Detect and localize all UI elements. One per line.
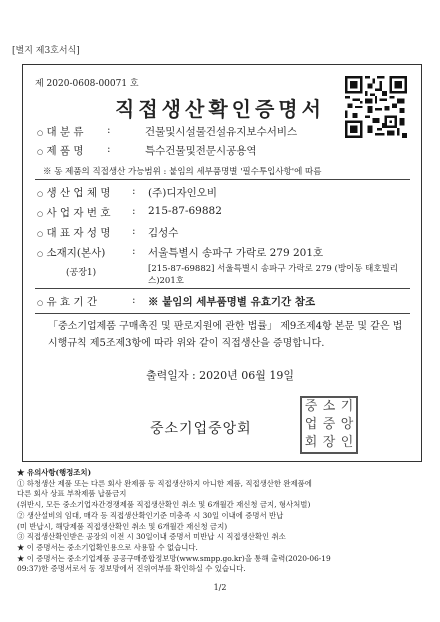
note-line: 09:37)한 증명서로서 동 정보망에서 진위여부를 확인하실 수 있습니다. xyxy=(17,564,246,574)
note-line: ① 하청생산 제품 또는 다른 회사 완제품 등 직접생산하지 아니한 제품, 직접생산한 완제품에 xyxy=(17,478,312,488)
company-name-value: (주)디자인오비 xyxy=(148,187,218,199)
official-seal: 중 소 기 업 중 앙 회 장 인 xyxy=(300,396,358,454)
notes-heading: ★ 유의사항(행정조치) xyxy=(17,468,92,477)
divider xyxy=(35,179,410,180)
factory-label: (공장1) xyxy=(66,268,97,278)
note-line: (미 반납시, 해당제품 직접생산확인 취소 및 6개월간 재신청 금지) xyxy=(17,521,228,531)
notes-section xyxy=(17,468,435,575)
address-row: ○ 소재지(본사) : 서울특별시 송파구 가락로 279 201호 xyxy=(37,245,324,259)
validity-value: ※ 붙임의 세부품명별 유효기간 참조 xyxy=(148,296,316,308)
category-row: ○ 대 분 류 : 건물및시설물건설유지보수서비스 xyxy=(37,124,298,138)
divider xyxy=(35,288,410,289)
issue-date: 출력일자 : 2020년 06월 19일 xyxy=(145,369,295,382)
note-line: ③ 직접생산확인받은 공장의 이전 시 30일이내 증명서 미반납 시 직접생산확인 취소 xyxy=(17,532,286,542)
validity-row: ○ 유 효 기 간 : ※ 붙임의 세부품명별 유효기간 참조 xyxy=(37,294,316,308)
note-line: ② 생산설비의 임대, 매각 등 직접생산확인기준 미충족 시 30일 이내에 증명서 반납 xyxy=(17,510,284,520)
product-value: 특수건물및전문시공용역 xyxy=(145,145,257,157)
note-line: ★ 이 증명서는 중소기업제품 공공구매종합정보망(www.smpp.go.kr)을 통해 출력(2020-06-19 xyxy=(17,553,331,563)
address-value: 서울특별시 송파구 가락로 279 201호 xyxy=(148,247,324,259)
note-line: 다른 회사 상표 부착제품 납품금지 xyxy=(17,489,127,499)
company-name-row: ○ 생 산 업 체 명 : (주)디자인오비 xyxy=(37,185,218,199)
note-line: ★ 이 증명서는 중소기업확인용으로 사용할 수 없습니다. xyxy=(17,542,198,552)
issuing-organization: 중소기업중앙회 xyxy=(150,421,252,437)
business-number-value: 215-87-69882 xyxy=(148,205,222,217)
category-value: 건물및시설물건설유지보수서비스 xyxy=(145,126,298,138)
product-row: ○ 제 품 명 : 특수건물및전문시공용역 xyxy=(37,143,257,157)
note-line: (위반시, 모든 중소기업자간경쟁제품 직접생산확인 취소 및 6개월간 재신청 금지, 형사처벌) xyxy=(17,500,311,510)
divider xyxy=(35,313,410,314)
page-number: 1/2 xyxy=(213,583,227,592)
certification-text: 「중소기업제품 구매촉진 및 판로지원에 관한 법률」 제9조제4항 본문 및 같은 법 시행규칙 제5조제3항에 따라 위와 같이 직접생산을 증명합니다. xyxy=(48,321,403,349)
representative-row: ○ 대 표 자 성 명 : 김성수 xyxy=(37,225,179,239)
scope-note: ※ 동 제품의 직접생산 가능범위 : 붙임의 세부품명별 '필수투입사항'에 따름 xyxy=(43,167,322,177)
document-title: 직접생산확인증명서 xyxy=(115,97,325,121)
document-number: 제 2020-0608-00071 호 xyxy=(35,79,139,89)
factory-value: [215-87-69882] 서울특별시 송파구 가락로 279 (방이동 태호빌리스)201호 xyxy=(148,264,399,286)
product-label: 제 품 명 xyxy=(46,145,84,157)
representative-value: 김성수 xyxy=(148,227,179,239)
business-number-row: ○ 사 업 자 번 호 : 215-87-69882 xyxy=(37,205,222,219)
form-label: [별지 제3호서식] xyxy=(12,46,80,56)
category-label: 대 분 류 xyxy=(46,126,84,138)
